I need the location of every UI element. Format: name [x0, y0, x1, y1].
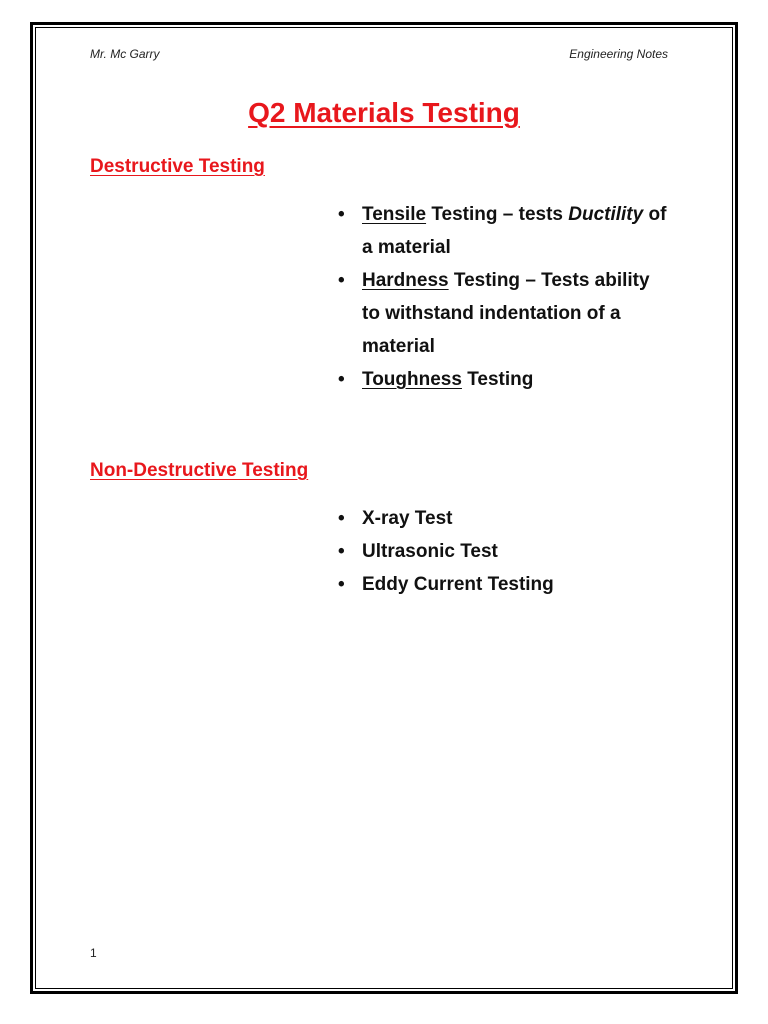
page-title: Q2 Materials Testing [248, 97, 520, 128]
non-destructive-testing-list [338, 502, 554, 601]
page-number: 1 [90, 946, 97, 960]
term-ductility: Ductility [568, 204, 644, 225]
list-item-ultrasonic: • Ultrasonic Test [338, 535, 554, 568]
non-destructive-testing-heading: Non-Destructive Testing [90, 460, 309, 481]
term-hardness: Hardness [362, 270, 449, 291]
list-item-toughness: • Toughness Testing [338, 363, 666, 396]
destructive-testing-heading: Destructive Testing [90, 156, 265, 177]
list-item-xray: • X-ray Test [338, 502, 554, 535]
list-item-tensile: • Tensile Testing – tests Ductility of a material [338, 198, 666, 264]
list-item-eddy-current: • Eddy Current Testing [338, 568, 554, 601]
term-toughness: Toughness [362, 369, 462, 390]
header-author: Mr. Mc Garry [90, 47, 160, 61]
list-item-hardness: • Hardness Testing – Tests ability to withstand indentation of a material [338, 264, 666, 363]
header-subject: Engineering Notes [569, 47, 668, 61]
destructive-testing-list [338, 198, 666, 396]
term-tensile: Tensile [362, 204, 427, 225]
